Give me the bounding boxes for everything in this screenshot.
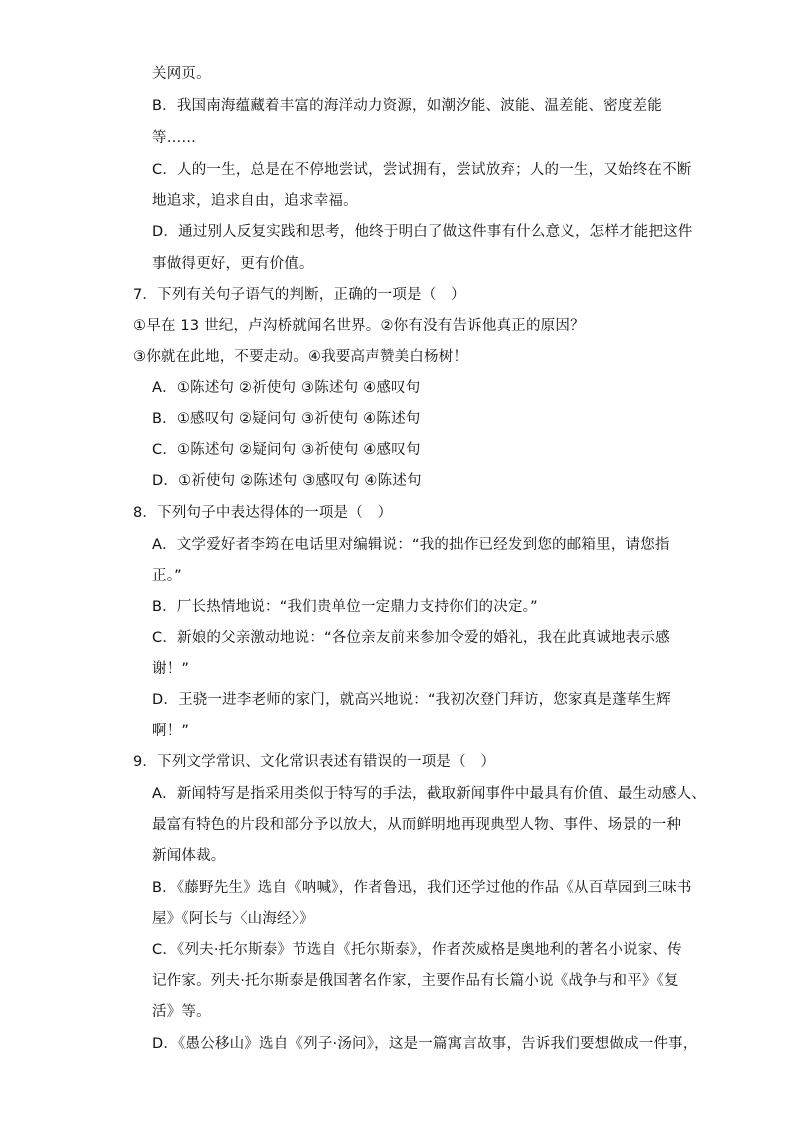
text-line: ③你就在此地，不要走动。④我要高声赞美白杨树！ — [133, 349, 469, 365]
text-line: D．王骁一进李老师的家门，就高兴地说：“我初次登门拜访，您家真是蓬荜生辉 — [152, 692, 671, 708]
text-line: C．《列夫·托尔斯泰》节选自《托尔斯泰》，作者茨威格是奥地利的著名小说家、传 — [152, 942, 682, 958]
text-line: 啊！” — [152, 723, 190, 739]
text-line: D．《愚公移山》选自《列子·汤问》，这是一篇寓言故事，告诉我们要想做成一件事， — [152, 1036, 698, 1052]
text-line: A．新闻特写是指采用类似于特写的手法，截取新闻事件中最具有价值、最生动感人、 — [152, 786, 707, 802]
text-line: D．通过别人反复实践和思考，他终于明白了做这件事有什么意义，怎样才能把这件 — [152, 224, 693, 240]
option-line: D．①祈使句 ②陈述句 ③感叹句 ④陈述句 — [152, 473, 422, 489]
text-line: 谢！” — [152, 661, 190, 677]
text-line: 屋》《阿长与〈山海经〉》 — [152, 911, 314, 927]
option-line: B．①感叹句 ②疑问句 ③祈使句 ④陈述句 — [152, 411, 421, 427]
text-line: C．新娘的父亲激动地说：“各位亲友前来参加令爱的婚礼，我在此真诚地表示感 — [152, 630, 670, 646]
question-8-stem: 8．下列句子中表达得体的一项是（ ） — [133, 505, 393, 521]
question-9-stem: 9．下列文学常识、文化常识表述有错误的一项是（ ） — [133, 754, 496, 770]
text-line: B．《藤野先生》选自《呐喊》，作者鲁迅，我们还学过他的作品《从百草园到三味书 — [152, 880, 692, 896]
text-line: 最富有特色的片段和部分予以放大，从而鲜明地再现典型人物、事件、场景的一种 — [152, 817, 682, 833]
text-line: B．厂长热情地说：“我们贵单位一定鼎力支持你们的决定。” — [152, 599, 538, 615]
text-line: ①早在 13 世纪，卢沟桥就闻名世界。②你有没有告诉他真正的原因？ — [133, 318, 585, 334]
text-line: 地追求，追求自由，追求幸福。 — [152, 193, 358, 209]
text-line: 活》等。 — [152, 1004, 211, 1020]
text-line: 关网页。 — [152, 66, 211, 82]
text-line: 事做得更好，更有价值。 — [152, 256, 314, 272]
question-7-stem: 7．下列有关句子语气的判断，正确的一项是（ ） — [133, 287, 466, 303]
text-line: 记作家。列夫·托尔斯泰是俄国著名作家，主要作品有长篇小说《战争与和平》《复 — [152, 973, 679, 989]
text-line: B．我国南海蕴藏着丰富的海洋动力资源，如潮汐能、波能、温差能、密度差能 — [152, 98, 662, 114]
text-line: 等…… — [152, 130, 197, 146]
text-line: A．文学爱好者李筠在电话里对编辑说：“我的拙作已经发到您的邮箱里，请您指 — [152, 537, 670, 553]
option-line: C．①陈述句 ②疑问句 ③祈使句 ④感叹句 — [152, 442, 421, 458]
text-line: 新闻体裁。 — [152, 848, 226, 864]
text-line: C．人的一生，总是在不停地尝试，尝试拥有，尝试放弃；人的一生，又始终在不断 — [152, 162, 692, 178]
option-line: A．①陈述句 ②祈使句 ③陈述句 ④感叹句 — [152, 380, 421, 396]
text-line: 正。” — [152, 568, 182, 584]
